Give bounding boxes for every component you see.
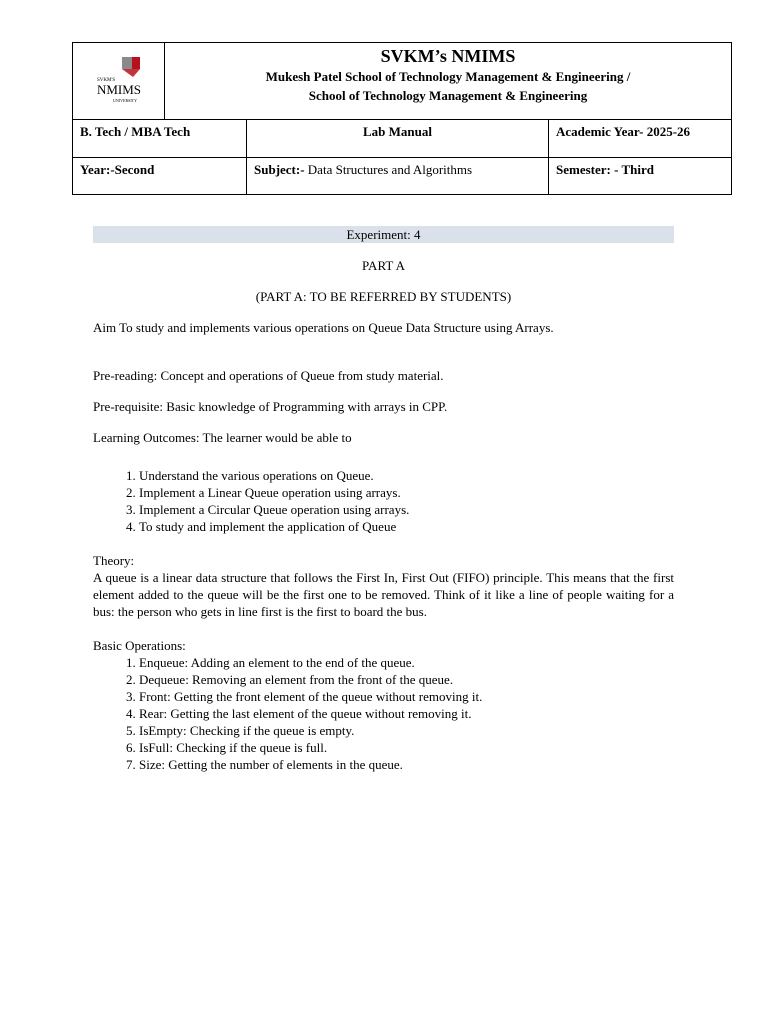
list-item: 3. Front: Getting the front element of the queue without removing it. xyxy=(139,688,674,705)
nmims-logo xyxy=(89,53,149,109)
academic-year-cell: Academic Year- 2025-26 xyxy=(556,124,691,139)
basic-operations-heading: Basic Operations: xyxy=(93,638,186,653)
logo-top-text: SVKM'S xyxy=(96,78,115,83)
theory-heading: Theory: xyxy=(93,553,135,568)
list-item: 2. Dequeue: Removing an element from the front of the queue. xyxy=(139,671,674,688)
subject-label: Subject:- xyxy=(254,162,305,177)
learning-outcomes-list xyxy=(93,467,674,535)
program-cell: B. Tech / MBA Tech xyxy=(73,120,247,157)
experiment-title: Experiment: 4 xyxy=(93,226,674,243)
logo-name: NMIMS xyxy=(96,82,141,97)
learning-outcomes-heading: Learning Outcomes: The learner would be able to xyxy=(93,430,352,445)
logo-cell xyxy=(73,43,165,119)
header-title-row xyxy=(73,43,731,120)
subject-cell xyxy=(247,158,549,194)
school-name-line1: Mukesh Patel School of Technology Management & Engineering / xyxy=(265,69,631,84)
list-item: 5. IsEmpty: Checking if the queue is empty. xyxy=(139,722,674,739)
header-row-year xyxy=(73,157,731,194)
part-note: (PART A: TO BE REFERRED BY STUDENTS) xyxy=(255,289,512,304)
list-item: 2. Implement a Linear Queue operation using arrays. xyxy=(139,484,674,501)
list-item: 6. IsFull: Checking if the queue is full. xyxy=(139,739,674,756)
logo-shape xyxy=(122,69,140,77)
logo-block-grey xyxy=(122,57,132,69)
pre-requisite: Pre-requisite: Basic knowledge of Programming with arrays in CPP. xyxy=(93,399,448,414)
logo-block-red xyxy=(132,57,140,69)
list-item: 1. Understand the various operations on Queue. xyxy=(139,467,674,484)
year-cell: Year:-Second xyxy=(73,158,247,194)
institution-title: SVKM’s NMIMS xyxy=(380,46,516,66)
list-item: 4. Rear: Getting the last element of the queue without removing it. xyxy=(139,705,674,722)
school-name-line2: School of Technology Management & Engineering xyxy=(308,88,588,103)
document-body xyxy=(93,226,674,773)
header-row-program xyxy=(73,120,731,157)
list-item: 3. Implement a Circular Queue operation using arrays. xyxy=(139,501,674,518)
header-table xyxy=(72,42,732,195)
basic-operations-list xyxy=(93,654,674,773)
list-item: 1. Enqueue: Adding an element to the end of the queue. xyxy=(139,654,674,671)
logo-sub-text: UNIVERSITY xyxy=(112,98,137,103)
title-cell xyxy=(165,43,731,119)
theory-text: A queue is a linear data structure that follows the First In, First Out (FIFO) principle. This means that the first element added to the queue will be the first one to be removed. Think of it like a line of people waiting for a bus: the person who gets in line first is the first to board the bus. xyxy=(93,570,674,619)
list-item: 4. To study and implement the application of Queue xyxy=(139,518,674,535)
pre-reading: Pre-reading: Concept and operations of Queue from study material. xyxy=(93,368,444,383)
manual-cell: Lab Manual xyxy=(247,120,549,157)
part-heading: PART A xyxy=(362,258,405,273)
aim: Aim To study and implements various operations on Queue Data Structure using Arrays. xyxy=(93,320,554,335)
list-item: 7. Size: Getting the number of elements in the queue. xyxy=(139,756,674,773)
subject-value: Data Structures and Algorithms xyxy=(304,162,473,177)
semester-cell: Semester: - Third xyxy=(556,162,654,177)
